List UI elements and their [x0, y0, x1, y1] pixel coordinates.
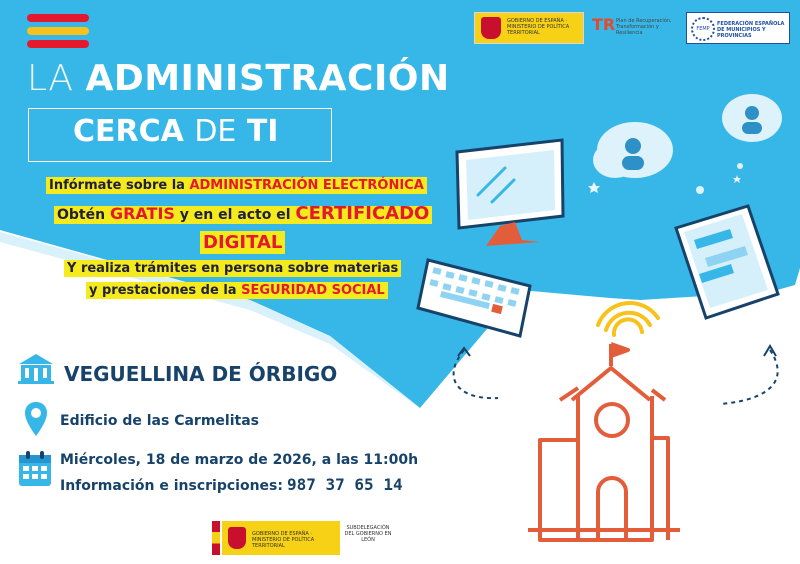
- hl4: Y realiza trámites en persona sobre materias: [67, 261, 399, 276]
- flag-bar-red: [27, 14, 89, 22]
- hl5-b: SEGURIDAD SOCIAL: [241, 283, 385, 298]
- hl3: DIGITAL: [203, 232, 283, 253]
- highlight-line-3: [200, 232, 285, 253]
- phone-number[interactable]: 987 37 65 14: [286, 475, 403, 494]
- coat-of-arms-icon: [481, 17, 501, 39]
- femp-stars-icon: FEMP: [691, 17, 715, 41]
- title-de: DE: [194, 114, 237, 149]
- title-line-1: [27, 58, 450, 99]
- town-hall-icon: [17, 352, 55, 384]
- government-logo: [474, 12, 584, 44]
- recovery-plan-logo: [590, 12, 678, 42]
- footer-gov-block: [222, 521, 340, 555]
- highlight-line-5: [86, 283, 388, 298]
- hl1-a: Infórmate sobre la: [49, 178, 190, 193]
- town-hall-illustration: [528, 344, 680, 540]
- hl2-c: y en el acto el: [174, 207, 296, 223]
- hl2-a: Obtén: [57, 207, 110, 223]
- highlight-line-2: [54, 203, 432, 224]
- footer-gov-text: GOBIERNO DE ESPAÑA · MINISTERIO DE POLÍTICA TERRITORIAL: [252, 531, 315, 549]
- flag-bar-red: [27, 40, 89, 48]
- event-place: VEGUELLINA DE ÓRBIGO: [64, 362, 338, 386]
- event-date: Miércoles, 18 de marzo de 2026, a las 11:00h: [60, 452, 419, 468]
- spain-flag-bars: [27, 14, 89, 53]
- wifi-icon: [598, 303, 658, 335]
- title-administracion: ADMINISTRACIÓN: [85, 58, 450, 99]
- event-info: [60, 475, 403, 494]
- recovery-plan-mark: TR: [592, 15, 616, 34]
- footer-subdelegation-text: SUBDELEGACIÓN DEL GOBIERNO EN LEÓN: [344, 525, 392, 543]
- government-logo-text: GOBIERNO DE ESPAÑA · MINISTERIO DE POLÍTICA TERRITORIAL: [507, 18, 570, 36]
- recovery-plan-text: Plan de Recuperación, Transformación y Resiliencia: [616, 18, 672, 36]
- footer-government-logo: [212, 521, 392, 555]
- title-ti: TI: [246, 114, 279, 149]
- calendar-icon: [17, 450, 53, 488]
- map-pin-icon: [24, 400, 48, 438]
- info-label: Información e inscripciones:: [60, 478, 283, 494]
- femp-logo: [686, 12, 790, 44]
- femp-logo-text: FEDERACIÓN ESPAÑOLA DE MUNICIPIOS Y PROVINCIAS: [717, 21, 785, 39]
- hl1-b: ADMINISTRACIÓN ELECTRÓNICA: [189, 178, 424, 193]
- highlight-line-4: [64, 261, 401, 276]
- title-cerca: CERCA: [73, 114, 184, 149]
- flag-bar-yellow: [27, 27, 89, 35]
- hl2-b: GRATIS: [109, 204, 175, 223]
- hl5-a: y prestaciones de la: [89, 283, 242, 298]
- title-la: LA: [27, 58, 74, 99]
- hl2-d: CERTIFICADO: [295, 203, 430, 224]
- highlight-line-1: [46, 178, 427, 193]
- footer-flag-strip: [212, 521, 220, 555]
- footer-coat-of-arms-icon: [228, 527, 246, 549]
- title-line-2: [73, 114, 278, 149]
- event-venue: Edificio de las Carmelitas: [60, 413, 259, 429]
